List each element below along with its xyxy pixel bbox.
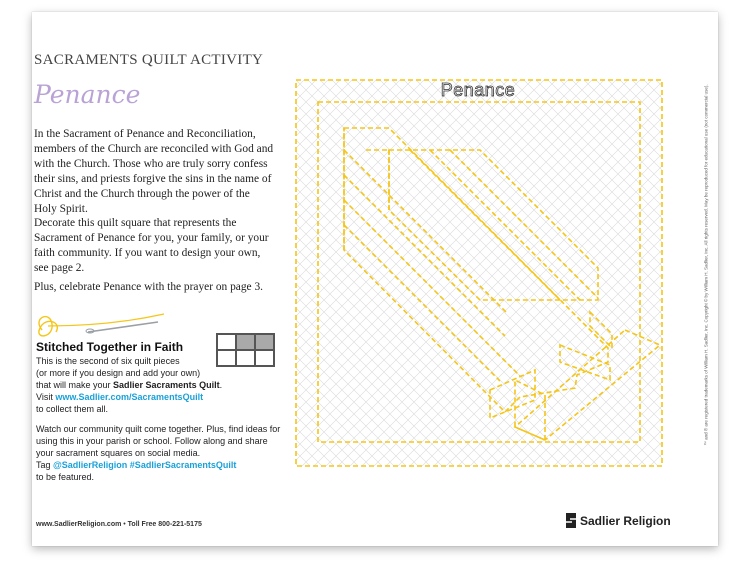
line-text: Tag: [36, 460, 54, 470]
community-description: [36, 423, 286, 483]
social-tag-link[interactable]: @SadlierReligion #SadlierSacramentsQuilt: [53, 460, 237, 470]
stitched-line: This is the second of six quilt pieces: [36, 356, 180, 366]
stitched-line: to collect them all.: [36, 404, 109, 414]
intro-paragraph: In the Sacrament of Penance and Reconciliation, members of the Church are reconciled with God and with the Church. Those who are truly sorry confess their sins, and priests forgive the sins in the name of Christ and the Church through the power of the Holy Spirit.: [34, 128, 274, 215]
sadlier-logo: [566, 513, 671, 528]
activity-eyebrow: SACRAMENTS QUILT ACTIVITY: [34, 52, 264, 68]
stitched-line: [36, 379, 226, 391]
footer-contact: [36, 521, 202, 528]
sadlier-s-icon: [566, 513, 576, 528]
line-text: Visit: [36, 392, 56, 402]
prayer-paragraph: Plus, celebrate Penance with the prayer on page 3.: [34, 281, 263, 293]
progress-cell: [255, 350, 274, 366]
stitched-description: [36, 355, 226, 415]
progress-cell-filled: [236, 334, 255, 350]
stitched-heading: Stitched Together in Faith: [36, 340, 184, 354]
stitched-line: [36, 391, 226, 403]
brand-name: Sadlier Religion: [580, 513, 671, 528]
watch-text: Watch our community quilt come together. Plus, find ideas for using this in your parish or school. Follow along and share your sacrament squares on social media.: [36, 424, 281, 458]
quilt-label: Penance: [440, 80, 516, 100]
copyright-notice: ™ and ® are registered trademarks of William H. Sadlier, Inc. Copyright © by William H. Sadlier, Inc. All rights reserved. May be reproduced for educational use (not commercial use).: [703, 84, 709, 446]
sacraments-quilt-link[interactable]: www.Sadlier.com/SacramentsQuilt: [55, 392, 204, 402]
progress-cell: [236, 350, 255, 366]
tag-line-end: to be featured.: [36, 472, 95, 482]
quilt-name: Sadlier Sacraments Quilt: [113, 380, 220, 390]
line-text: that will make your: [36, 380, 114, 390]
progress-cell-filled: [255, 334, 274, 350]
progress-cell: [217, 334, 236, 350]
line-text: .: [219, 380, 223, 390]
tag-line: [36, 459, 286, 471]
instructions-paragraph: Decorate this quilt square that represents the Sacrament of Penance for you, your family, or your faith community. If you want to design your own, see page 2.: [34, 217, 269, 274]
website-link[interactable]: www.SadlierReligion.com: [36, 521, 122, 528]
quilt-grid: [296, 80, 662, 466]
footer-separator: •: [123, 521, 126, 528]
page-title: Penance: [34, 80, 141, 109]
phone-number: Toll Free 800-221-5175: [127, 521, 202, 528]
stitched-line: (or more if you design and add your own): [36, 368, 201, 378]
